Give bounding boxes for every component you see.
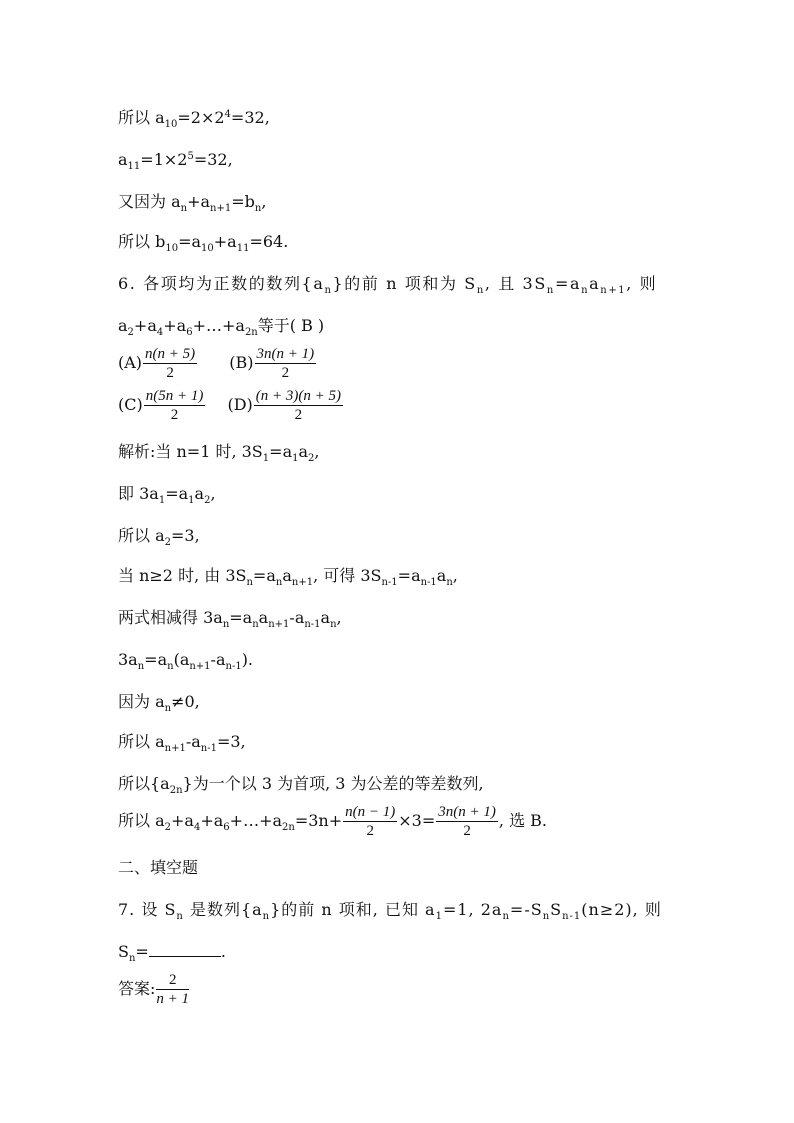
solution-line-5: 两式相减得 $3a_n=a_na_{n+1}-a_{n-1}a_n$, [118, 608, 342, 630]
answer-line: 答案: $\frac{2}{n + 1}$ [118, 972, 190, 1007]
option-c: (C) $\frac{n(5n + 1)}{2}$ [118, 388, 204, 423]
question-6-stem: 6. 各项均为正数的数列$\{a_n\}$的前 n 项和为 $S_n$, 且 $3S_n=a_na_{n+1}$, 则 [118, 274, 658, 296]
solution-line-10: 所以 $a_2+a_4+a_6+\dots+a_{2n}=3n+$ $\frac{n(n - 1)}{2}$ ×3= $\frac{3n(n + 1)}{2}$ , 选 B. [118, 804, 547, 839]
solution-line-8: 所以 $a_{n+1}-a_{n-1}=3$, [118, 732, 246, 754]
options-row-cd [118, 388, 344, 423]
options-row-ab [118, 346, 317, 381]
solution-line-2: 即 $3a_1=a_1a_2$, [118, 484, 216, 506]
question-7-stem: 7. 设 $S_n$ 是数列$\{a_n\}$的前 n 项和, 已知 $a_1=1$, $2a_n=-S_nS_{n-1}(n\ge 2)$, 则 [118, 900, 662, 922]
solution-line-1: 解析:当 n=1 时, $3S_1=a_1a_2$, [118, 442, 320, 464]
solution-line-6: $3a_n=a_n(a_{n+1}-a_{n-1})$. [118, 650, 254, 672]
solution-line-7: 因为 $a_n\ne 0$, [118, 692, 200, 714]
section-heading: 二、填空题 [118, 858, 199, 877]
solution-line-3: 所以 $a_2=3$, [118, 526, 200, 548]
line-a11: $a_{11}=1\times 2^5=32$, [118, 150, 233, 172]
question-7-stem-cont: $S_n=$ . [118, 942, 226, 964]
option-a: (A) $\frac{n(n + 5)}{2}$ [118, 346, 196, 381]
option-d: (D) $\frac{(n + 3)(n + 5)}{2}$ [227, 388, 341, 423]
solution-line-9: 所以$\{a_{2n}\}$为一个以 3 为首项, 3 为公差的等差数列, [118, 774, 484, 796]
question-6-stem-cont: $a_2+a_4+a_6+\dots+a_{2n}$等于( B ) [118, 316, 325, 338]
answer-blank [149, 942, 221, 957]
line-relation: 又因为 $a_n+a_{n+1}=b_n$, [118, 192, 267, 214]
solution-line-4: 当 n≥2 时, 由 $3S_n=a_na_{n+1}$, 可得 $3S_{n-1}=a_{n-1}a_n$, [118, 566, 458, 588]
option-b: (B) $\frac{3n(n + 1)}{2}$ [229, 346, 315, 381]
line-b10: 所以 $b_{10}=a_{10}+a_{11}=64$. [118, 232, 289, 254]
line-a10: 所以 $a_{10}=2\times 2^4=32$, [118, 108, 270, 130]
